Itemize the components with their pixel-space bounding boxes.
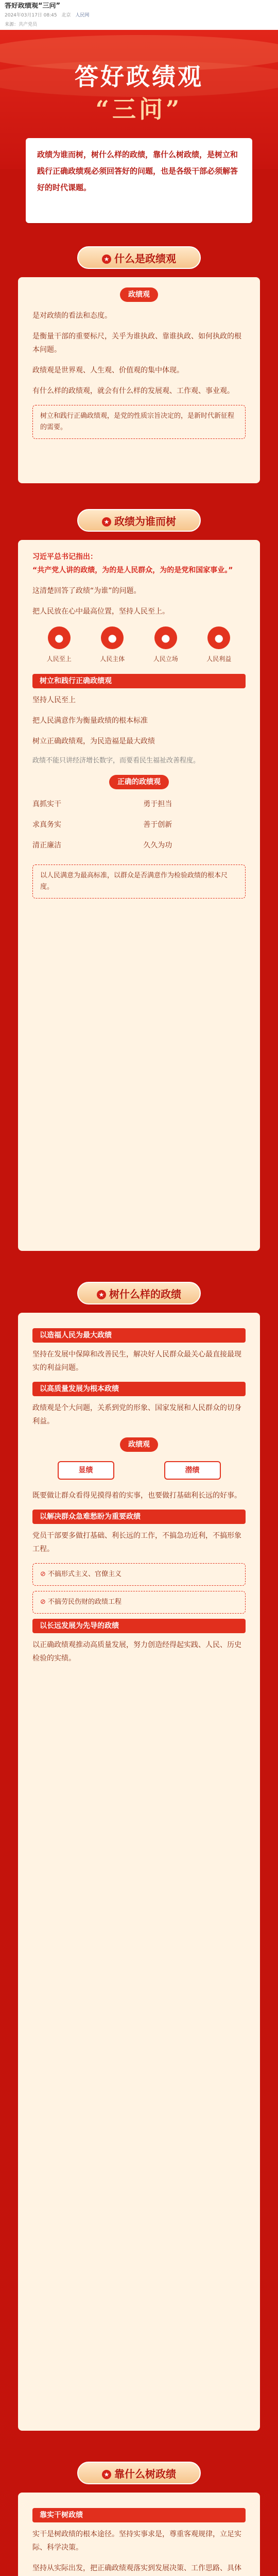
publish-location: 北京 bbox=[61, 13, 71, 18]
tree-root: 政绩观 bbox=[120, 1437, 158, 1452]
point-3: 政绩观是世界观、人生观、价值观的集中体现。 bbox=[32, 366, 184, 375]
section-2-box bbox=[18, 540, 260, 1251]
section-2-text2: 把人民放在心中最高位置，坚持人民至上。 bbox=[32, 607, 169, 616]
section-2-banner: 树立和践行正确政绩观 bbox=[32, 674, 246, 688]
people-item: ● 人民主体 bbox=[96, 626, 129, 666]
s2-list-item: 清正廉洁 bbox=[32, 841, 61, 850]
section-1-quote: 树立和践行正确政绩观，是党的性质宗旨决定的，是新时代新征程的需要。 bbox=[32, 405, 246, 439]
article-header bbox=[0, 0, 278, 30]
section-title-3 bbox=[77, 1282, 201, 1304]
section-2-lead: 习近平总书记指出： bbox=[32, 553, 97, 561]
tree-node: 潜绩 bbox=[164, 1461, 221, 1480]
section-title-text: 树什么样的政绩 bbox=[109, 1288, 181, 1300]
tree-node: 显绩 bbox=[58, 1461, 114, 1480]
s2-subtitle: 正确的政绩观 bbox=[109, 775, 169, 789]
s3-text3: 既要做让群众看得见摸得着的实事，也要做打基础利长远的好事。 bbox=[32, 1492, 241, 1500]
point-4: 有什么样的政绩观，就会有什么样的发展观、工作观、事业观。 bbox=[32, 387, 234, 395]
warning-icon: ⊘ bbox=[40, 1570, 48, 1578]
concept-pill: 政绩观 bbox=[120, 287, 158, 302]
star-icon: ★ bbox=[97, 1290, 106, 1299]
section-2-quote: “共产党人讲的政绩，为的是人民群众，为的是党和国家事业。” bbox=[32, 566, 233, 574]
s2-list-item: 勇于担当 bbox=[143, 800, 172, 808]
s4-text1: 实干是树政绩的根本途径。坚持实事求是，尊重客观规律，立足实际、科学决策。 bbox=[32, 2530, 241, 2552]
warning-icon: ⊘ bbox=[40, 1598, 48, 1606]
account-link[interactable]: 人民网 bbox=[75, 13, 90, 18]
infographic-poster bbox=[0, 30, 278, 2576]
s3-text2: 政绩观是个大问题，关系到党的形象、国家发展和人民群众的切身利益。 bbox=[32, 1404, 241, 1426]
star-icon: ★ bbox=[102, 255, 111, 264]
section-1-box bbox=[18, 277, 260, 483]
s2-list bbox=[32, 798, 246, 859]
s2-point-3: 树立正确政绩观，为民造福是最大政绩 bbox=[32, 737, 155, 745]
s2-text3: 政绩不能只讲经济增长数字，而要看民生福祉改善程度。 bbox=[32, 757, 200, 765]
s3-text4: 党员干部要多做打基础、利长远的工作，不搞急功近利，不搞形象工程。 bbox=[32, 1532, 241, 1553]
section-4-box bbox=[18, 2493, 260, 2576]
article-meta bbox=[5, 13, 273, 18]
s2-list-item: 久久为功 bbox=[143, 841, 172, 850]
s3-text1: 坚持在发展中保障和改善民生，解决好人民群众最关心最直接最现实的利益问题。 bbox=[32, 1350, 241, 1372]
intro-card: 政绩为谁而树，树什么样的政绩，靠什么树政绩，是树立和践行正确政绩观必须回答好的问题，也是各级干部必须解答好的时代课题。 bbox=[26, 138, 252, 223]
s3-warn-2: ⊘ 不搞劳民伤财的政绩工程 bbox=[32, 1591, 246, 1614]
person-icon: ● bbox=[48, 626, 71, 649]
tree-branches bbox=[32, 1461, 246, 1480]
section-title-1 bbox=[77, 246, 201, 269]
s2-list-item: 求真务实 bbox=[32, 821, 61, 829]
people-item: ● 人民至上 bbox=[43, 626, 76, 666]
section-title-4 bbox=[77, 2462, 201, 2484]
section-title-2 bbox=[77, 509, 201, 532]
s2-list-item: 真抓实干 bbox=[32, 800, 61, 808]
s3-warn-1: ⊘ 不搞形式主义、官僚主义 bbox=[32, 1563, 246, 1586]
s3-banner-1: 以造福人民为最大政绩 bbox=[32, 1328, 246, 1343]
s2-note: 以人民满意为最高标准，以群众是否满意作为检验政绩的根本尺度。 bbox=[32, 865, 246, 899]
star-icon: ★ bbox=[102, 517, 111, 527]
s3-text5: 以正确政绩观推动高质量发展，努力创造经得起实践、人民、历史检验的实绩。 bbox=[32, 1641, 241, 1663]
section-title-text: 政绩为谁而树 bbox=[114, 515, 176, 528]
star-icon: ★ bbox=[102, 2470, 111, 2479]
article-source: 来源：共产党员 bbox=[5, 22, 38, 27]
people-icons-row bbox=[32, 626, 246, 666]
person-icon: ● bbox=[154, 626, 177, 649]
s2-point-2: 把人民满意作为衡量政绩的根本标准 bbox=[32, 717, 148, 725]
s2-list-item: 善于创新 bbox=[143, 821, 172, 829]
s3-banner-3: 以解决群众急难愁盼为重要政绩 bbox=[32, 1510, 246, 1524]
point-1: 是对政绩的看法和态度。 bbox=[32, 312, 112, 320]
poster-title-line1: 答好政绩观 bbox=[75, 63, 203, 91]
section-3-box bbox=[18, 1313, 260, 2431]
s4-text2: 坚持从实际出发，把正确政绩观落实到发展决策、工作思路、具体 bbox=[32, 2564, 241, 2572]
publish-date: 2024年03月17日 08:45 bbox=[5, 13, 57, 18]
section-title-text: 靠什么树政绩 bbox=[114, 2468, 176, 2480]
section-title-text: 什么是政绩观 bbox=[114, 252, 176, 265]
poster-title-line2: “三问” bbox=[95, 95, 183, 123]
person-icon: ● bbox=[101, 626, 124, 649]
point-2: 是衡量干部的重要标尺，关乎为谁执政、靠谁执政、如何执政的根本问题。 bbox=[32, 332, 241, 354]
s4-banner-1: 靠实干树政绩 bbox=[32, 2508, 246, 2522]
person-icon: ● bbox=[207, 626, 230, 649]
section-2-text1: 这清楚回答了政绩“为谁”的问题。 bbox=[32, 587, 141, 595]
s3-banner-4: 以长远发展为先导的政绩 bbox=[32, 1619, 246, 1633]
s3-banner-2: 以高质量发展为根本政绩 bbox=[32, 1382, 246, 1396]
article-title: 答好政绩观“三问” bbox=[5, 3, 61, 10]
people-item: ● 人民立场 bbox=[149, 626, 182, 666]
s2-point-1: 坚持人民至上 bbox=[32, 696, 76, 704]
people-item: ● 人民利益 bbox=[202, 626, 235, 666]
